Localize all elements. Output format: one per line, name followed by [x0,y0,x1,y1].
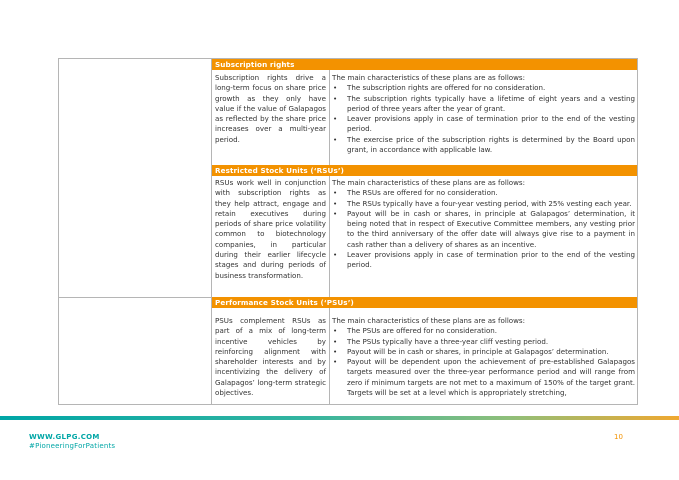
list-item: • The PSUs are offered for no consideration. [333,326,498,336]
section-description-subscription-rights: Subscription rights drive a long-term focus on share price growth as they only have value if the value of Galapagos as reflected by the share price increases over a multi-year period. [215,73,326,144]
section-details-rsus [332,178,635,271]
bullet-list [332,326,635,398]
list-item: • Leaver provisions apply in case of termination prior to the end of the vesting period. [333,250,635,270]
column-divider [211,59,212,404]
section-details-subscription-rights [332,73,635,155]
list-item: • Payout will be in cash or shares, in principle at Galapagos’ determination, it being noted that in respect of Executive Committee members, any vesting prior to the third anniversary of the offer date will always give rise to a payment in cash rather than a delivery of shares as an incentive. [333,208,635,249]
cell-divider [329,70,330,165]
section-description-rsus: RSUs work well in conjunction with subscription rights as they help attract, engage and retain executives during periods of share price volatility common to biotechnology companies, in particular during their earlier lifecycle stages and during periods of business transformation. [215,178,326,280]
list-item: • The RSUs typically have a four-year vesting period, with 25% vesting each year. [333,198,632,208]
list-item: • Payout will be dependent upon the achievement of pre-established Galapagos targets measured over the three-year performance period and will range from zero if minimum targets are not met to a maximum of 150% of the target grant. Targets will be set at a level which is appropriately stretching, [333,357,635,398]
section-description-psus: PSUs complement RSUs as part of a mix of long-term incentive vehicles by reinforcing alignment with shareholder interests and by incentivizing the delivery of Galapagos’ long-term strategic objectives. [215,316,326,398]
compensation-table [58,58,638,405]
footer-website-link[interactable]: WWW.GLPG.COM [29,433,100,441]
list-item: • Payout will be in cash or shares, in principle at Galapagos’ determination. [333,346,609,356]
row-divider [59,297,211,298]
section-header-psus: Performance Stock Units (‘PSUs’) [212,297,637,308]
bullet-list [332,188,635,270]
list-item: • The exercise price of the subscription rights is determined by the Board upon grant, in accordance with applicable law. [333,134,635,155]
page-number: 10 [614,433,623,441]
footer-hashtag: #PioneeringForPatients [29,442,116,450]
details-intro: The main characteristics of these plans are as follows: [332,73,526,82]
list-item: • The RSUs are offered for no consideration. [333,188,498,198]
details-intro: The main characteristics of these plans are as follows: [332,316,526,325]
bullet-list [332,83,635,155]
list-item: • The PSUs typically have a three-year cliff vesting period. [333,336,549,346]
section-header-rsus: Restricted Stock Units (‘RSUs’) [212,165,637,176]
cell-divider [329,176,330,297]
table-empty-left-column [59,59,211,404]
section-details-psus [332,316,635,398]
details-intro: The main characteristics of these plans are as follows: [332,178,526,187]
footer-gradient-bar [0,416,679,420]
list-item: • Leaver provisions apply in case of termination prior to the end of the vesting period. [333,114,635,134]
list-item: • The subscription rights typically have a lifetime of eight years and a vesting period of three years after the year of grant. [333,93,635,113]
list-item: • The subscription rights are offered for no consideration. [333,83,546,93]
cell-divider [329,308,330,404]
section-header-subscription-rights: Subscription rights [212,59,637,70]
